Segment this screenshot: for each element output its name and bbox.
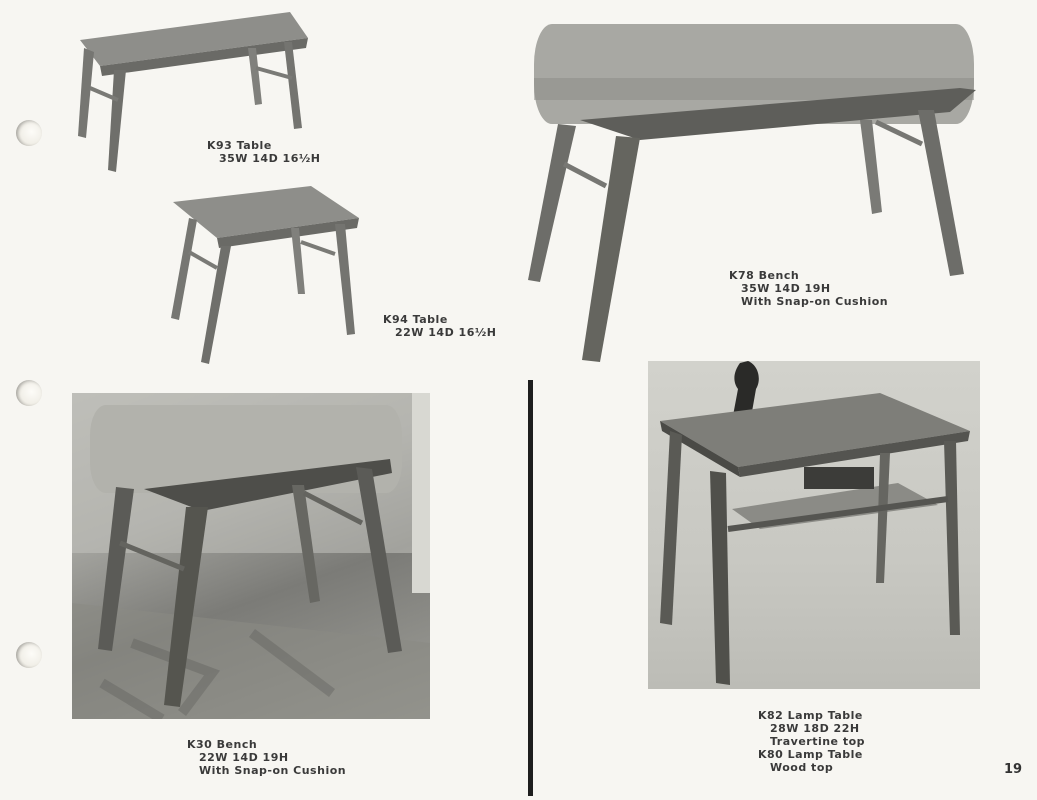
k93-name: K93 Table <box>207 139 272 152</box>
binder-hole-top <box>16 120 42 146</box>
k93-caption <box>207 139 320 165</box>
k30-name: K30 Bench <box>187 738 258 751</box>
k82-dimensions: 28W 18D 22H <box>770 722 860 735</box>
k82-caption <box>758 709 865 774</box>
k30-note: With Snap-on Cushion <box>199 764 347 777</box>
page-number: 19 <box>1004 762 1023 777</box>
k30-dimensions: 22W 14D 19H <box>199 751 289 764</box>
k78-bench-image <box>520 14 985 366</box>
k94-dimensions: 22W 14D 16½H <box>395 326 497 339</box>
k94-name: K94 Table <box>383 313 448 326</box>
binder-hole-bottom <box>16 642 42 668</box>
k78-caption <box>729 269 888 308</box>
k30-bench-photo <box>72 393 430 719</box>
k80-name: K80 Lamp Table <box>758 748 863 761</box>
k82-name: K82 Lamp Table <box>758 709 863 722</box>
k94-table-image <box>165 182 365 374</box>
k78-note: With Snap-on Cushion <box>741 295 889 308</box>
k94-caption <box>383 313 496 339</box>
k82-lamp-table-photo <box>648 361 980 689</box>
column-divider <box>528 380 533 796</box>
k78-dimensions: 35W 14D 19H <box>741 282 831 295</box>
k82-note: Travertine top <box>770 735 866 748</box>
k80-note: Wood top <box>770 761 834 774</box>
k78-name: K78 Bench <box>729 269 800 282</box>
binder-hole-middle <box>16 380 42 406</box>
k30-caption <box>187 738 346 777</box>
k93-dimensions: 35W 14D 16½H <box>219 152 321 165</box>
